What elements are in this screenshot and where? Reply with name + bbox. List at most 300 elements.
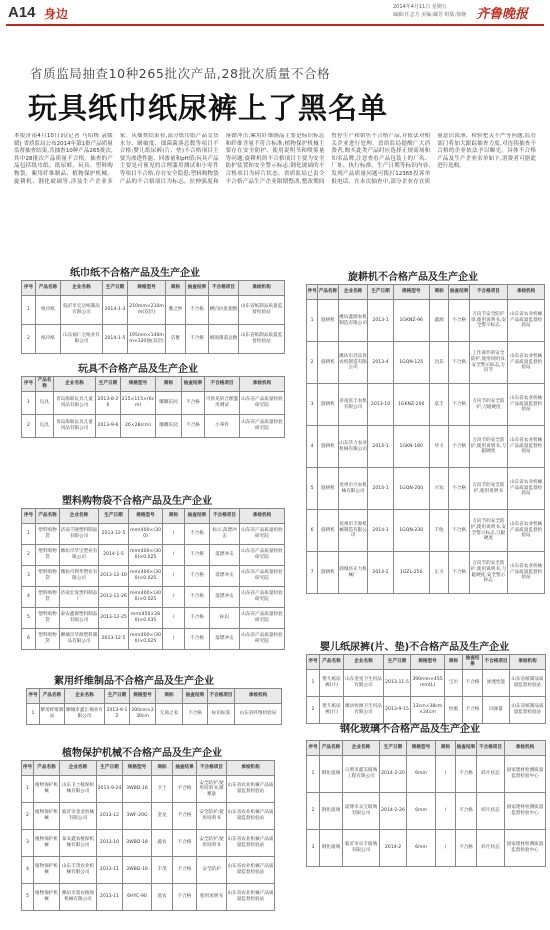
table-cell: 390mm×455mm(L) (411, 670, 445, 697)
column-header: 企业名称 (343, 741, 380, 756)
table-cell: 爱农 (152, 884, 173, 911)
table-cell: 山东省农业机械产品质量监督检验站 (227, 830, 275, 857)
table-cell: 絮用纤维制品 (40, 704, 65, 725)
table-cell: 国家建材检测质量监督检验中心 (505, 793, 546, 830)
column-header: 生产日期 (368, 285, 393, 300)
table-cell: 26×28(cm) (121, 415, 156, 438)
table-cell: 恒源 (445, 697, 463, 724)
table-cell: 塑料购物袋 (36, 545, 60, 566)
table-cell: 山东省农业机械产品质量监督检验站 (507, 342, 544, 384)
table-cell: 落镖冲击 (210, 545, 240, 566)
table-cell: 不合格 (173, 803, 197, 830)
table-cell: / (163, 566, 185, 587)
table-row (307, 756, 546, 793)
table-cell: 鑫源 (429, 300, 449, 342)
column-header: 承检机构 (227, 761, 275, 776)
page-number: A14 (8, 4, 36, 21)
table-cell: 婴儿纸尿裤(片) (320, 670, 344, 697)
table-row (307, 342, 545, 384)
table-cell: / (436, 830, 456, 867)
table-row (307, 300, 545, 342)
table-cell: 山东省产品质量检验研究院 (240, 524, 285, 545)
table-cell: 山东省产品质量检验研究院 (240, 545, 285, 566)
table-cell: 2 (22, 803, 34, 830)
fiber-table (26, 688, 282, 725)
table-cell: 2013-12-26 (99, 587, 129, 608)
table-cell: 2014-2-20 (380, 756, 407, 793)
table-cell: 不合格 (185, 545, 210, 566)
table-cell: 山东省农业机械产品质量监督检验站 (227, 803, 275, 830)
table-cell: 雅之妙 (166, 296, 186, 325)
table-cell: 山东福仁宝纸业有限公司 (61, 325, 103, 354)
column-header: 产品名称 (40, 689, 65, 704)
table-cell: 山东华力农业机械有限公司 (338, 426, 368, 468)
table-cell: 1 (22, 392, 36, 415)
table-cell: 2014-1 (368, 468, 393, 510)
table-cell: 婴儿纸尿裤(片) (320, 697, 344, 724)
column-header: 商标 (166, 281, 186, 296)
table-row (22, 884, 275, 911)
table-cell: mm(400×(300)×0.025 (129, 566, 163, 587)
column-header: 产品名称 (320, 655, 344, 670)
table-cell: 山东省产品质量检验研究院 (240, 566, 285, 587)
table-cell: 2013-12-5 (99, 524, 129, 545)
table-cell: 1 (307, 300, 318, 342)
table-cell: 纸巾纸 (36, 296, 61, 325)
column-header: 企业名称 (344, 655, 384, 670)
column-header: 生产日期 (384, 655, 411, 670)
table-cell: 不合格 (449, 342, 470, 384)
table-cell: 安全防护 (197, 857, 227, 884)
table-cell: 4 (307, 426, 318, 468)
table-cell: 万向节安全防护罩,使用说明书,安全警示标志 (469, 300, 507, 342)
table-header-row (22, 281, 285, 296)
column-header: 序号 (27, 689, 40, 704)
masthead (0, 0, 550, 26)
table-cell: 塑料购物袋 (36, 629, 60, 650)
table-cell: 山东省纤维检验局 (235, 704, 282, 725)
rotary-table (306, 284, 545, 594)
column-header: 序号 (307, 741, 320, 756)
table-cell: 不合格 (182, 392, 205, 415)
table-cell: 2014-2 (368, 552, 393, 594)
table-cell: 山东省农业机械产品质量监督检验站 (227, 857, 275, 884)
table-cell: mm(450×280)×0.035 (129, 608, 163, 629)
column-header: 不合格项目 (469, 285, 507, 300)
column-header: 产品名称 (36, 509, 60, 524)
table-cell: 横向抗张指数 (209, 296, 239, 325)
column-header: 产品名称 (34, 761, 60, 776)
table-row (307, 510, 545, 552)
table-cell: 2014-2 (380, 830, 407, 867)
table-cell: 丰收 (429, 510, 449, 552)
column-header: 序号 (22, 761, 34, 776)
table-cell: mm(400×(300) (129, 524, 163, 545)
table-cell: 落镖冲击 (210, 566, 240, 587)
newspaper-logo: 齐鲁晚报 (476, 7, 529, 22)
table-cell: 万向节的安全防护,使用说明书,刀辊硬度,安全警示标志 (469, 552, 507, 594)
table-cell: 可预见的合理滥用测试 (205, 392, 240, 415)
table-row (27, 704, 282, 725)
table-cell: 3WF-20G (123, 803, 152, 830)
table-cell: 碎片状态 (477, 830, 505, 867)
table-cell: 兖州市兴农机械有限公司 (338, 468, 368, 510)
column-header: 产品名称 (318, 285, 339, 300)
table-row (307, 793, 546, 830)
table-cell: 塑料购物袋 (36, 566, 60, 587)
table-cell: 6mm (407, 830, 436, 867)
table-cell: 2013-12-5 (99, 629, 129, 650)
table-cell: 落镖冲击 (210, 587, 240, 608)
table-cell: 标示,落镖冲击 (210, 524, 240, 545)
table-cell: 万向节的安全防护,使用说明书,安全警示标志,刀辊硬度 (469, 510, 507, 552)
table-cell: 2 (22, 325, 36, 354)
table-cell: 3WBD-18 (123, 830, 152, 857)
table-cell: 不合格 (449, 468, 470, 510)
table-cell: 不合格 (463, 670, 483, 697)
rotary-table-title: 旋耕机不合格产品及生产企业 (348, 272, 478, 283)
column-header: 序号 (307, 655, 320, 670)
table-header-row (27, 689, 282, 704)
table-cell: 安全防护,使用说明书 (197, 830, 227, 857)
table-cell: 嘟嘟乐园 (156, 392, 182, 415)
editor-credits: 编辑:任志方 美编:阚芳 组版:徐静 (393, 12, 467, 18)
column-header: 承检机构 (240, 509, 285, 524)
tissue-table-title: 纸巾纸不合格产品及生产企业 (70, 268, 200, 279)
table-cell: 1GQN-230 (393, 510, 429, 552)
table-cell: 2014-1-5 (99, 545, 129, 566)
table-row (22, 325, 285, 354)
toys-table (21, 376, 285, 438)
table-cell: 工作部件的安全防护,使用说明书,安全警示标志,万向节 (469, 342, 507, 384)
column-header: 商标 (152, 761, 173, 776)
table-cell: 3 (307, 830, 320, 867)
table-cell: 泰安鑫农植保机械有限公司 (60, 830, 97, 857)
table-cell: 3WBD-16 (123, 776, 152, 803)
column-header: 抽查结果 (186, 281, 209, 296)
table-cell: 5 (22, 608, 36, 629)
column-header: 抽查结果 (463, 655, 483, 670)
table-cell: 兖州市丰收机械制造有限公司 (338, 510, 368, 552)
table-cell: 聊城市鑫汇棉业有限公司 (65, 704, 105, 725)
table-cell: 200cm×230cm (130, 704, 156, 725)
table-cell: 1 (307, 670, 320, 697)
column-header: 抽查结果 (449, 285, 470, 300)
table-cell: 不合格 (456, 830, 477, 867)
table-cell: 聊城市华源塑料制品有限公司 (60, 629, 99, 650)
column-header: 企业名称 (65, 689, 105, 704)
glass-table (306, 740, 546, 867)
table-cell: 济南宏发塑料制品厂 (60, 587, 99, 608)
table-cell: 植物保护机械 (34, 776, 60, 803)
table-cell: 玩具 (36, 392, 54, 415)
table-cell: 山东省产品质量检验研究院 (240, 587, 285, 608)
table-cell: 6mm (407, 756, 436, 793)
table-cell: 兴农 (429, 468, 449, 510)
table-cell: 旋耕机 (318, 342, 339, 384)
table-cell: / (163, 524, 185, 545)
table-cell: 2013-11-5 (384, 670, 411, 697)
table-cell: 钢化玻璃 (320, 830, 343, 867)
sprayers-table (21, 760, 275, 911)
table-cell: 郓城县正力机械厂 (338, 552, 368, 594)
column-header: 抽查结果 (182, 377, 205, 392)
table-cell: 植物保护机械 (34, 803, 60, 830)
sprayers-table-title: 植物保护机械不合格产品及生产企业 (62, 748, 222, 759)
table-cell: 洁雅 (166, 325, 186, 354)
table-cell: 7 (307, 552, 318, 594)
table-cell: 6 (307, 510, 318, 552)
table-cell: 植物保护机械 (34, 830, 60, 857)
column-header: 不合格项目 (477, 741, 505, 756)
table-cell: 纸巾纸 (36, 325, 61, 354)
table-cell: 旋耕机 (318, 468, 339, 510)
table-header-row (22, 761, 275, 776)
table-cell: 不合格 (173, 884, 197, 911)
column-header: 企业名称 (338, 285, 368, 300)
table-cell: 山东丰茂农业机械有限公司 (60, 857, 97, 884)
table-cell: 2013-12 (97, 803, 123, 830)
column-header: 承检机构 (507, 285, 544, 300)
table-header-row (307, 741, 546, 756)
table-cell: 山东省纸制品质量监督检验站 (239, 296, 285, 325)
table-cell: 2 (22, 415, 36, 438)
table-cell: 210mm×210mm(双层) (128, 296, 166, 325)
diapers-table-title: 婴儿纸尿裤(片、垫)不合格产品及生产企业 (320, 642, 510, 653)
table-cell: 2013-10 (368, 384, 393, 426)
table-cell: 潍坊鑫源农机制造有限公司 (338, 300, 368, 342)
bags-table-title: 塑料购物袋不合格产品及生产企业 (62, 496, 212, 507)
table-cell: 不合格 (183, 704, 208, 725)
table-cell: 钢化玻璃 (320, 756, 343, 793)
table-cell: 山东省农业机械产品质量监督检验站 (507, 510, 544, 552)
table-cell: 不合格 (456, 793, 477, 830)
table-cell: 塑料购物袋 (36, 587, 60, 608)
table-cell: 不合格 (449, 300, 470, 342)
table-cell: 潍坊市华宝塑业有限公司 (60, 545, 99, 566)
table-cell: 山东金星卫生用品有限公司 (344, 670, 384, 697)
table-cell: 安全防护,使用说明书,喷雾量 (197, 776, 227, 803)
column-header: 商标 (436, 741, 456, 756)
table-cell: 无商之家 (156, 704, 183, 725)
table-row (22, 857, 275, 884)
column-header: 序号 (22, 281, 36, 296)
table-cell: 6mm (407, 793, 436, 830)
table-cell: 2 (22, 545, 36, 566)
column-header: 商标 (156, 377, 182, 392)
column-header: 承检机构 (235, 689, 282, 704)
table-cell: 1 (22, 524, 36, 545)
table-cell: 不合格 (449, 552, 470, 594)
column-header: 不合格项目 (205, 377, 240, 392)
table-cell: 山东省农业机械产品质量监督检验站 (227, 884, 275, 911)
table-cell: 不合格 (186, 296, 209, 325)
table-row (307, 670, 546, 697)
table-cell: 1GQN-200 (393, 468, 429, 510)
table-cell: 2013-9-24 (97, 776, 123, 803)
table-cell: 山东省产品质量检验研究院 (240, 629, 285, 650)
table-row (22, 629, 285, 650)
table-row (307, 384, 545, 426)
table-row (22, 545, 285, 566)
column-header: 产品名称 (36, 281, 61, 296)
table-row (22, 392, 285, 415)
column-header: 规格型号 (128, 281, 166, 296)
masthead-rule (6, 24, 544, 26)
table-header-row (307, 655, 546, 670)
table-cell: 不合格 (182, 415, 205, 438)
table-cell: 3 (307, 384, 318, 426)
column-header: 抽查结果 (183, 689, 208, 704)
diapers-table (306, 654, 546, 724)
table-cell: 碎片状态 (477, 756, 505, 793)
table-cell: 2013-9-6 (96, 415, 121, 438)
table-cell: 渗透性能 (483, 670, 510, 697)
column-header: 序号 (22, 509, 36, 524)
table-row (307, 830, 546, 867)
table-cell: 不合格 (186, 325, 209, 354)
table-cell: 6 (22, 629, 36, 650)
column-header: 规格型号 (121, 377, 156, 392)
table-cell: 山东省纸制品质量监督检验站 (510, 670, 546, 697)
table-cell: 不合格 (173, 857, 197, 884)
column-header: 生产日期 (103, 281, 128, 296)
table-cell: 不合格 (185, 629, 210, 650)
table-cell: 鑫农 (152, 830, 173, 857)
table-cell: 旋耕机 (318, 300, 339, 342)
table-cell: 宝贝 (445, 670, 463, 697)
table-cell: 山东省产品质量检验研究院 (240, 392, 285, 415)
column-header: 抽查结果 (185, 509, 210, 524)
column-header: 规格型号 (393, 285, 429, 300)
table-cell: 1 (307, 756, 320, 793)
table-cell: 旋耕机 (318, 552, 339, 594)
table-cell: 丰茂 (152, 857, 173, 884)
table-cell: 2013-4 (368, 342, 393, 384)
column-header: 序号 (307, 285, 318, 300)
column-header: 规格型号 (411, 655, 445, 670)
article-headline: 玩具纸巾纸尿裤上了黑名单 (28, 91, 389, 125)
table-cell: 安全防护,使用说明书 (197, 803, 227, 830)
table-cell: 6HYC-90 (123, 884, 152, 911)
table-cell: 塑料购物袋 (36, 524, 60, 545)
table-cell: 山东省农业机械产品质量监督检验站 (507, 468, 544, 510)
table-row (22, 776, 275, 803)
table-cell: 标识标签 (208, 704, 235, 725)
table-cell: 潍坊恒源卫生用品有限公司 (344, 697, 384, 724)
table-cell: 山东省产品质量检验研究院 (240, 415, 285, 438)
table-row (22, 608, 285, 629)
table-cell: 标识 (210, 608, 240, 629)
table-cell: 卫士 (152, 776, 173, 803)
table-cell: 1 (22, 776, 34, 803)
table-cell: 不合格 (173, 830, 197, 857)
table-cell: 2013-12-10 (99, 566, 129, 587)
column-header: 承检机构 (240, 377, 285, 392)
table-cell: 1 (27, 704, 40, 725)
table-cell: 2013-11 (97, 884, 123, 911)
table-cell: 2014-1 (368, 426, 393, 468)
column-header: 承检机构 (505, 741, 546, 756)
table-cell: 不合格 (449, 384, 470, 426)
bags-table (21, 508, 285, 650)
column-header: 生产日期 (97, 761, 123, 776)
table-cell: 山东省农业机械产品质量监督检验站 (507, 384, 544, 426)
table-row (307, 552, 545, 594)
table-header-row (22, 509, 285, 524)
table-cell: 植物保护机械 (34, 857, 60, 884)
column-header: 抽查结果 (173, 761, 197, 776)
table-cell: 195mm×140mm×120抽(双层) (128, 325, 166, 354)
table-cell: 不合格 (173, 776, 197, 803)
table-cell: 万向节的安全防护,刀辊硬度 (469, 384, 507, 426)
table-cell: 不合格 (185, 566, 210, 587)
table-cell: 碎片状态 (477, 793, 505, 830)
table-cell: 2013-9-12 (105, 704, 130, 725)
table-cell: 2013-10 (97, 830, 123, 857)
dateline: 2014年4月11日 星期五 (393, 4, 447, 10)
table-cell: 万向节的安全防护,使用说明书,刀辊硬度 (469, 426, 507, 468)
table-cell: 5 (307, 468, 318, 510)
table-cell: 日照市鑫美玻璃工程有限公司 (343, 756, 380, 793)
table-row (307, 426, 545, 468)
table-cell: 不合格 (185, 524, 210, 545)
toys-table-title: 玩具不合格产品及生产企业 (78, 364, 198, 375)
table-cell: 正力 (429, 552, 449, 594)
table-row (22, 415, 285, 438)
table-cell: 2013-9-15 (384, 697, 411, 724)
table-cell: 使用说明书 (197, 884, 227, 911)
table-cell: 青岛海联玩具儿童用品有限公司 (54, 415, 96, 438)
table-cell: 潍坊市利华塑业有限公司 (60, 566, 99, 587)
tissue-table (21, 280, 285, 354)
column-header: 规格型号 (123, 761, 152, 776)
table-cell: 临沂市宏达纸制品有限公司 (61, 296, 103, 325)
table-cell: 1 (22, 296, 36, 325)
table-cell: 2013-12-25 (99, 608, 129, 629)
column-header: 不合格项目 (483, 655, 510, 670)
table-cell: 济南富丰农机有限公司 (338, 384, 368, 426)
table-cell: / (163, 545, 185, 566)
table-cell: 潍坊市爱农植保机械有限公司 (60, 884, 97, 911)
table-cell: 不合格 (449, 510, 470, 552)
table-cell: 细菌菌落总数 (209, 325, 239, 354)
table-cell: / (436, 756, 456, 793)
table-cell: 2014-2-26 (380, 793, 407, 830)
table-row (22, 524, 285, 545)
table-row (22, 566, 285, 587)
column-header: 不合格项目 (208, 689, 235, 704)
table-cell: 华力 (429, 426, 449, 468)
table-cell: 不合格 (449, 426, 470, 468)
table-cell: mm(400×(300)×0.025 (129, 587, 163, 608)
table-cell: 2014-1 (368, 510, 393, 552)
section-name: 身边 (44, 7, 69, 21)
column-header: 规格型号 (407, 741, 436, 756)
table-cell: 不合格 (185, 608, 210, 629)
column-header: 抽查结果 (456, 741, 477, 756)
column-header: 规格型号 (129, 509, 163, 524)
table-cell: 3 (22, 566, 36, 587)
table-cell: 万向节的安全防护,使用说明书 (469, 468, 507, 510)
table-cell: 3WBD-16 (123, 857, 152, 884)
table-cell: 玩具 (36, 415, 54, 438)
column-header: 商标 (163, 509, 185, 524)
table-cell: 回渗量 (483, 697, 510, 724)
table-cell: 2 (307, 793, 320, 830)
table-cell: 1GKNZ-200 (393, 384, 429, 426)
table-cell: 2013-1 (368, 300, 393, 342)
